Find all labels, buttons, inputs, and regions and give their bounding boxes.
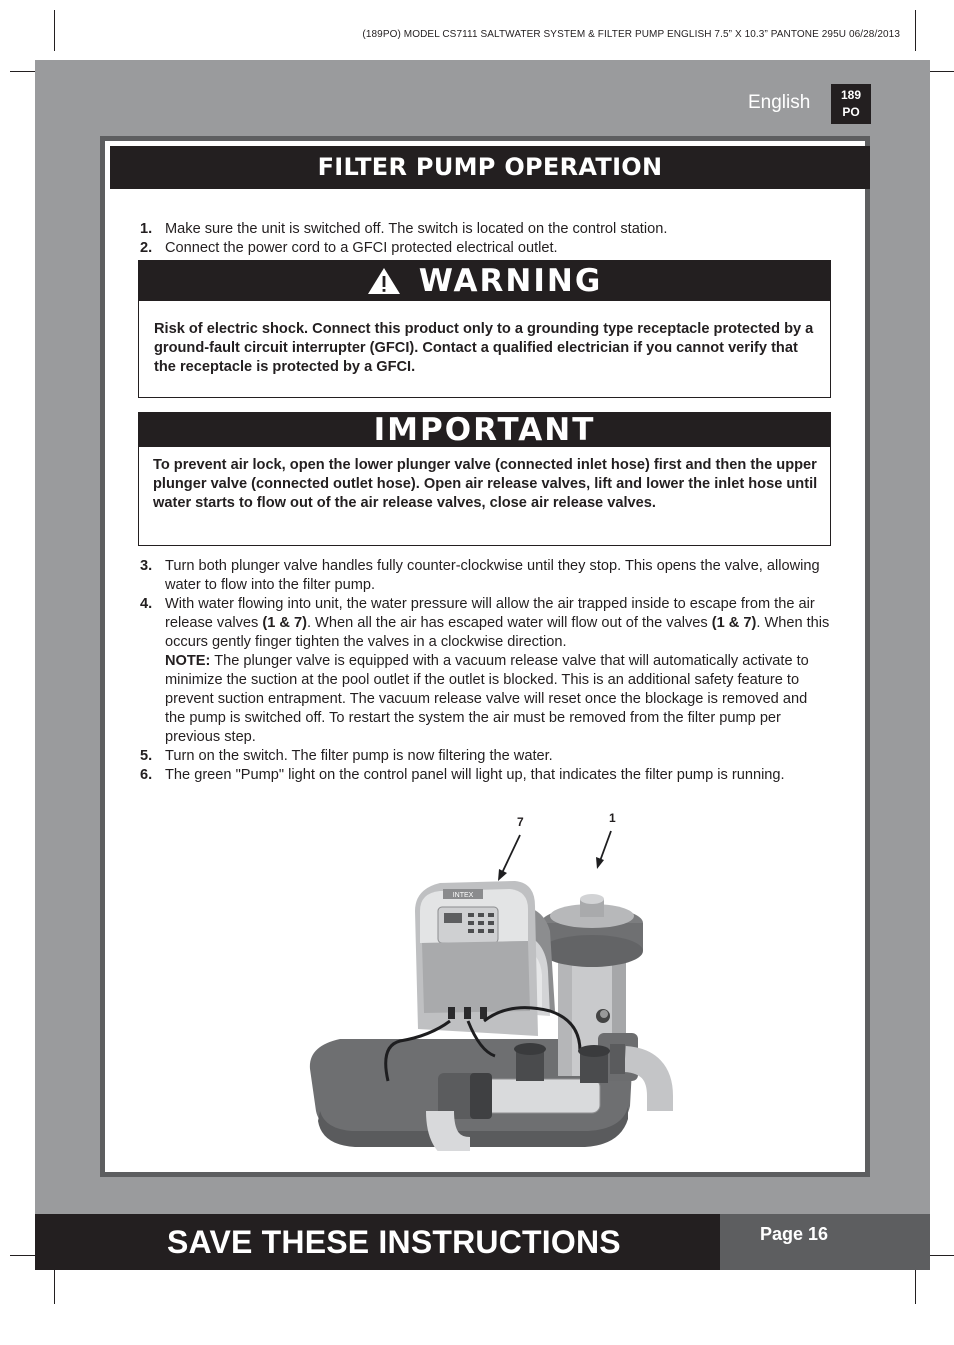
print-header: (189PO) MODEL CS7111 SALTWATER SYSTEM & FILTER PUMP ENGLISH 7.5” X 10.3” PANTONE 295U 06/28/2013 [362, 29, 900, 40]
language-label: English [748, 92, 811, 113]
crop-mark [915, 10, 916, 51]
steps-bottom [140, 557, 830, 785]
warning-text: Risk of electric shock. Connect this product only to a grounding type receptacle protected by a ground-fault circuit interrupter (GFCI). Contact a qualified electrician if you cannot verify that the receptacle is protected by a GFCI. [154, 321, 814, 376]
step-text-part: . When this occurs gently finger tighten the valves in a clockwise direction. [165, 615, 830, 650]
crop-mark [54, 10, 55, 51]
step-number: 4. [140, 596, 153, 612]
steps-top [140, 220, 830, 258]
callout-arrows [480, 825, 630, 885]
step-number: 3. [140, 558, 153, 574]
note-text: The plunger valve is equipped with a vacuum release valve that will automatically activate to minimize the suction at the pool outlet if the outlet is blocked. This is an additional safety feature to prevent suction entrapment. The vacuum release valve will reset once the blockage is removed and the pump is switched off. To restart the system the air must be removed from the filter pump per previous step. [165, 653, 809, 745]
warning-header [139, 261, 830, 301]
note-label: NOTE: [165, 653, 211, 669]
important-title: IMPORTANT [373, 412, 596, 448]
step-text: The green "Pump" light on the control panel will light up, that indicates the filter pump is running. [165, 767, 785, 783]
language-badge [831, 84, 871, 124]
arrow-1-line [600, 831, 611, 861]
section-title: FILTER PUMP OPERATION [110, 146, 870, 189]
important-header [139, 413, 830, 447]
arrow-7-line [502, 835, 520, 873]
step-item [140, 747, 830, 766]
page-number-box [720, 1214, 930, 1270]
language-code-line1: 189 [840, 88, 862, 102]
warning-title: WARNING [418, 263, 603, 299]
step-number: 1. [140, 221, 153, 237]
valve-reference: (1 & 7) [711, 615, 757, 631]
valve-reference: (1 & 7) [262, 615, 307, 631]
step-item [140, 595, 830, 747]
step-text: Connect the power cord to a GFCI protected electrical outlet. [165, 240, 558, 256]
step-item [140, 220, 830, 239]
crop-mark [930, 71, 954, 72]
arrow-7-head [498, 869, 507, 881]
step-text: Turn both plunger valve handles fully counter-clockwise until they stop. This opens the valve, allowing water to flow into the filter pump. [165, 558, 820, 593]
step-number: 2. [140, 240, 153, 256]
callout-7-label: 7 [517, 815, 524, 829]
important-text: To prevent air lock, open the lower plunger valve (connected inlet hose) first and then the upper plunger valve (connected outlet hose). Open air release valves, lift and lower the inlet hose until water starts to flow out of the air release valves, close air release valves. [153, 457, 818, 512]
step-text-part: With water flowing into unit, the water pressure will allow the air trapped inside to escape from the air release valves [165, 596, 815, 631]
content-panel [100, 136, 870, 1177]
arrow-1-head [596, 857, 604, 869]
callout-1-label: 1 [609, 811, 616, 825]
step-item [140, 239, 830, 258]
crop-mark [54, 1270, 55, 1304]
crop-mark [930, 1255, 954, 1256]
crop-mark [10, 71, 36, 72]
step-number: 5. [140, 748, 153, 764]
crop-mark [10, 1255, 36, 1256]
logo-text: INTEX [452, 892, 474, 899]
step-number: 6. [140, 767, 153, 783]
step-item [140, 557, 830, 595]
step-text: Turn on the switch. The filter pump is now filtering the water. [165, 748, 553, 764]
step-item [140, 766, 830, 785]
important-box [138, 412, 831, 546]
warning-triangle-icon [367, 267, 401, 295]
crop-mark [915, 1270, 916, 1304]
step-text: Make sure the unit is switched off. The switch is located on the control station. [165, 221, 668, 237]
page-number: Page 16 [760, 1224, 829, 1244]
language-code-line2: PO [842, 105, 860, 119]
step-text-part: . When all the air has escaped water will flow out of the valves [306, 615, 712, 631]
footer-bar [35, 1214, 720, 1270]
footer-title: SAVE THESE INSTRUCTIONS [167, 1224, 621, 1260]
warning-box [138, 260, 831, 398]
